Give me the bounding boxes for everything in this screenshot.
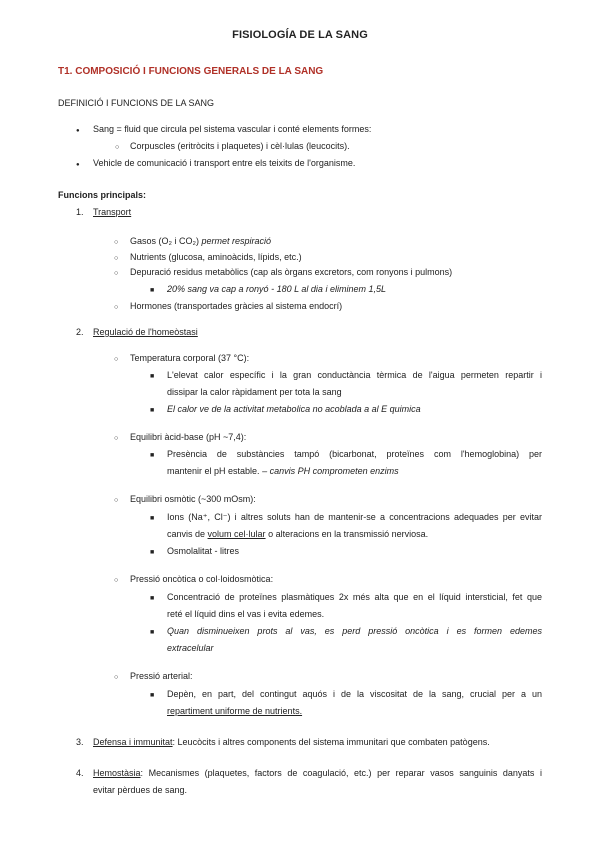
list-item: Equilibri àcid-base (pH ~7,4): [130,432,247,442]
circle-bullet [114,252,118,264]
square-bullet [150,404,154,416]
list-subitem-continuation: reté el líquid dins el vas i evita edemes. [167,609,325,619]
list-subitem: Depèn, en part, del contingut aquós i de la viscositat de la sang, crucial per a un [167,689,542,699]
transport-title: Transport [93,207,132,217]
functions-heading: Funcions principals: [58,190,147,200]
definition-item: Vehicle de comunicació i transport entre els teixits de l'organisme. [93,158,356,168]
definition-item: Sang = fluid que circula pel sistema vascular i conté elements formes: [93,124,372,134]
list-subitem: Osmolalitat - litres [167,546,240,556]
list-item: Hormones (transportades gràcies al sistema endocrí) [130,301,343,311]
section-title: T1. COMPOSICIÓ I FUNCIONS GENERALS DE LA SANG [58,66,324,77]
list-item: Gasos (O₂ i CO₂) permet respiració [130,236,272,246]
list-number: 1. [76,207,84,217]
square-bullet [150,512,154,524]
circle-bullet [115,141,119,153]
disc-bullet [76,158,80,171]
list-number: 4. [76,768,84,778]
list-subitem: El calor ve de la activitat metabolica no acoblada a al E quimica [167,404,421,414]
square-bullet [150,689,154,701]
square-bullet [150,449,154,461]
list-subitem-continuation: extracelular [167,643,214,653]
list-subitem: Presència de substàncies tampó (bicarbonat, proteïnes com l'hemoglobina) per [167,449,542,459]
list-item: Equilibri osmòtic (~300 mOsm): [130,494,256,504]
square-bullet [150,370,154,382]
list-item: Nutrients (glucosa, aminoàcids, lípids, etc.) [130,252,302,262]
list-item: Temperatura corporal (37 °C): [130,353,250,363]
list-item: Pressió arterial: [130,671,193,681]
circle-bullet [114,432,118,444]
list-number: 3. [76,737,84,747]
circle-bullet [114,494,118,506]
circle-bullet [114,301,118,313]
hemostasis-continuation: evitar pèrdues de sang. [93,785,188,795]
list-subitem-continuation: repartiment uniforme de nutrients. [167,706,303,716]
hemostasis-item: Hemostàsia: Mecanismes (plaquetes, factors de coagulació, etc.) per reparar vasos sanguinis danyats i [93,768,542,778]
circle-bullet [114,353,118,365]
circle-bullet [114,671,118,683]
defense-item: Defensa i immunitat: Leucòcits i altres components del sistema immunitari que combaten patògens. [93,737,490,747]
list-number: 2. [76,327,84,337]
list-subitem: L'elevat calor específic i la gran conductància tèrmica de l'aigua permeten repartir i [167,370,542,380]
list-subitem: Ions (Na⁺, Cl⁻) i altres soluts han de mantenir-se a concentracions adequades per evitar [167,512,542,522]
square-bullet [150,546,154,558]
list-subitem-continuation: canvis de volum cel·lular o alteracions en la transmissió nerviosa. [167,529,429,539]
square-bullet [150,626,154,638]
definition-heading: DEFINICIÓ I FUNCIONS DE LA SANG [58,98,215,108]
list-subitem: Quan disminueixen prots al vas, es perd pressió oncòtica i es formen edemes [167,626,542,636]
document-title: FISIOLOGÍA DE LA SANG [232,29,368,41]
list-subitem-continuation: dissipar la calor ràpidament per tota la sang [167,387,342,397]
list-item: Pressió oncòtica o col·loidosmòtica: [130,574,274,584]
square-bullet [150,284,154,296]
list-subitem: 20% sang va cap a ronyó - 180 L al dia i eliminem 1,5L [167,284,386,294]
list-subitem: Concentració de proteïnes plasmàtiques 2x més alta que en el líquid intersticial, fet que [167,592,542,602]
disc-bullet [76,124,80,137]
square-bullet [150,592,154,604]
list-subitem-continuation: mantenir el pH estable. – canvis PH comprometen enzims [167,466,399,476]
circle-bullet [114,574,118,586]
definition-subitem: Corpuscles (eritròcits i plaquetes) i cèl·lulas (leucocits). [130,141,350,151]
circle-bullet [114,267,118,279]
list-item: Depuració residus metabòlics (cap als òrgans excretors, com ronyons i pulmons) [130,267,453,277]
regulation-title: Regulació de l'homeòstasi [93,327,198,337]
circle-bullet [114,236,118,248]
